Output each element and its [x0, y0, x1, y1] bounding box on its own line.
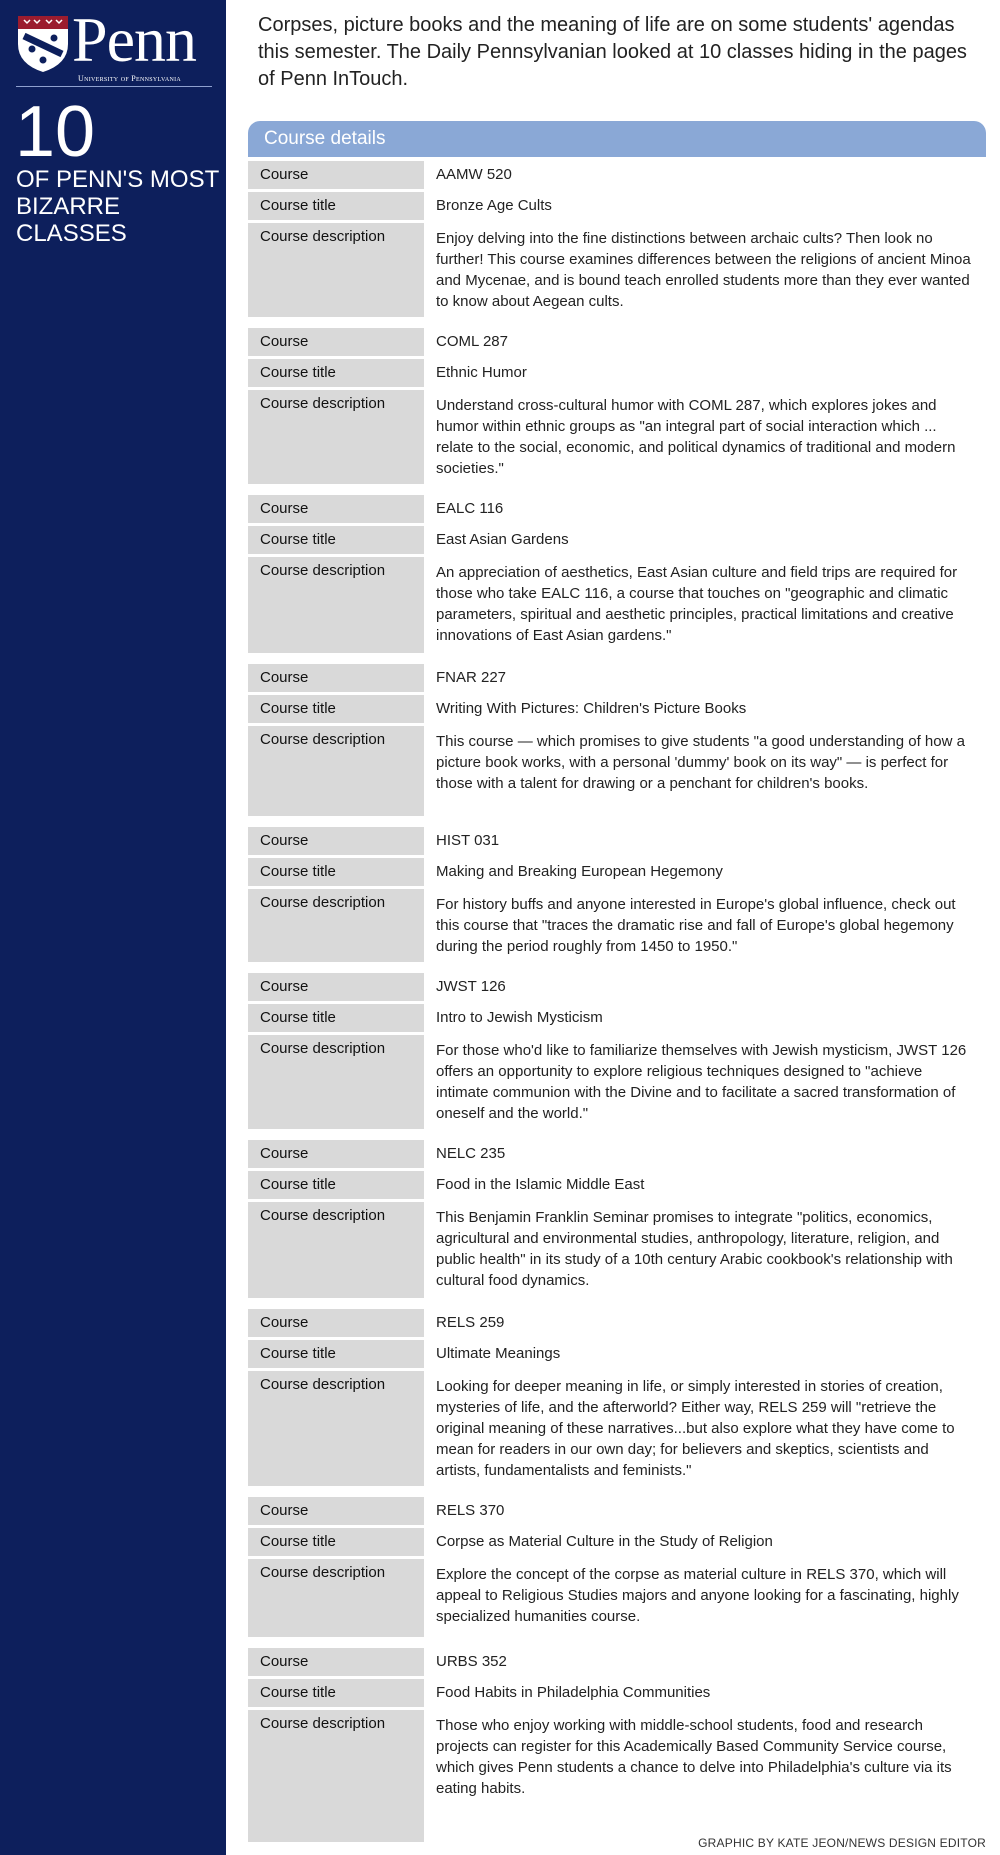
- course-description-value: An appreciation of aesthetics, East Asian culture and field trips are required for those who take EALC 116, a course that touches on "geographic and climatic parameters, spiritual and aesthetic principles, practical limitations and creative innovations of East Asian gardens.": [436, 564, 958, 644]
- course-title-row: [248, 1340, 986, 1371]
- course-title-label: Course title: [248, 526, 424, 554]
- graphic-credit: GRAPHIC BY KATE JEON/NEWS DESIGN EDITOR: [698, 1836, 986, 1850]
- course-code-row: [248, 664, 986, 695]
- course-description-row: [248, 390, 986, 487]
- headline-text: OF PENN'S MOST BIZARRE CLASSES: [16, 166, 219, 247]
- course-title-row: [248, 1679, 986, 1710]
- course-code-label: Course: [248, 1648, 424, 1676]
- course-code-row: [248, 161, 986, 192]
- course-description-value: Looking for deeper meaning in life, or simply interested in stories of creation, mysteries of life, and the afterworld? Either way, RELS 259 will "retrieve the original meaning of these narratives...but also explore what they have come to mean for readers in our own day; for believers and skeptics, scientists and artists, fundamentalists and feminists.": [436, 1378, 955, 1479]
- course-description-label: Course description: [248, 1202, 424, 1298]
- course-title-row: [248, 192, 986, 223]
- course-description-label: Course description: [248, 1371, 424, 1486]
- course-description-label: Course description: [248, 726, 424, 816]
- course-title-label: Course title: [248, 1171, 424, 1199]
- course-title-value: Food Habits in Philadelphia Communities: [436, 1684, 711, 1701]
- logo-wordmark: Penn: [72, 4, 196, 75]
- course-description-value: Understand cross-cultural humor with COML 287, which explores jokes and humor within ethnic groups as "an integral part of social interaction which ... relate to the social, economic, and political dynamics of traditional and modern societies.": [436, 397, 956, 477]
- headline-number: 10: [15, 92, 96, 172]
- course-code-label: Course: [248, 664, 424, 692]
- course-description-row: [248, 1035, 986, 1132]
- course-code-value: JWST 126: [436, 978, 506, 995]
- course-code-value: HIST 031: [436, 832, 500, 849]
- course-description-label: Course description: [248, 1559, 424, 1637]
- course-block: [248, 157, 986, 320]
- course-block: [248, 1301, 986, 1489]
- course-description-row: [248, 223, 986, 320]
- penn-shield-icon: [16, 14, 70, 74]
- course-description-row: [248, 726, 986, 819]
- course-description-row: [248, 1559, 986, 1640]
- course-block: [248, 320, 986, 487]
- course-description-label: Course description: [248, 889, 424, 962]
- course-description-label: Course description: [248, 1035, 424, 1129]
- course-code-row: [248, 1648, 986, 1679]
- course-code-label: Course: [248, 1497, 424, 1525]
- course-description-row: [248, 557, 986, 656]
- course-description-value: This Benjamin Franklin Seminar promises to integrate "politics, economics, agricultural and environmental studies, anthropology, literature, religion, and public health" in its study of a 10th century Arabic cookbook's relationship with cultural food dynamics.: [436, 1209, 953, 1289]
- course-code-value: EALC 116: [436, 500, 504, 517]
- course-details-panel: [248, 121, 986, 1845]
- course-title-value: Food in the Islamic Middle East: [436, 1176, 645, 1193]
- course-code-label: Course: [248, 827, 424, 855]
- course-block: [248, 1132, 986, 1301]
- course-title-row: [248, 1528, 986, 1559]
- logo-divider: [16, 86, 212, 87]
- course-description-row: [248, 1371, 986, 1489]
- course-title-label: Course title: [248, 192, 424, 220]
- course-description-value: Enjoy delving into the fine distinctions between archaic cults? Then look no further! This course examines differences between the religions of ancient Minoa and Mycenae, and is bound teach enrolled students more than they ever wanted to know about Aegean cults.: [436, 230, 971, 310]
- course-code-label: Course: [248, 1309, 424, 1337]
- course-block: [248, 656, 986, 819]
- course-code-label: Course: [248, 328, 424, 356]
- course-title-row: [248, 359, 986, 390]
- course-code-label: Course: [248, 973, 424, 1001]
- course-block: [248, 1489, 986, 1640]
- course-description-row: [248, 889, 986, 965]
- course-title-label: Course title: [248, 1340, 424, 1368]
- course-title-value: Making and Breaking European Hegemony: [436, 863, 723, 880]
- course-code-label: Course: [248, 495, 424, 523]
- course-title-label: Course title: [248, 359, 424, 387]
- course-block: [248, 965, 986, 1132]
- course-list: [248, 157, 986, 1845]
- course-code-value: RELS 370: [436, 1502, 505, 1519]
- course-title-row: [248, 858, 986, 889]
- course-block: [248, 819, 986, 965]
- course-title-value: Bronze Age Cults: [436, 197, 552, 214]
- course-code-label: Course: [248, 1140, 424, 1168]
- course-code-row: [248, 495, 986, 526]
- panel-header: Course details: [248, 121, 986, 157]
- course-title-row: [248, 1004, 986, 1035]
- course-title-value: Corpse as Material Culture in the Study of Religion: [436, 1533, 773, 1550]
- course-description-label: Course description: [248, 390, 424, 484]
- course-description-value: Those who enjoy working with middle-school students, food and research projects can register for this Academically Based Community Service course, which gives Penn students a chance to delve into Philadelphia's culture via its eating habits.: [436, 1717, 952, 1797]
- course-code-row: [248, 827, 986, 858]
- course-description-label: Course description: [248, 1710, 424, 1842]
- course-description-row: [248, 1202, 986, 1301]
- course-code-row: [248, 328, 986, 359]
- course-code-value: COML 287: [436, 333, 508, 350]
- course-block: [248, 487, 986, 656]
- course-title-row: [248, 1171, 986, 1202]
- course-title-row: [248, 695, 986, 726]
- logo-subtitle: University of Pennsylvania: [78, 74, 182, 83]
- course-description-value: For history buffs and anyone interested in Europe's global influence, check out this course that "traces the dramatic rise and fall of Europe's global hegemony during the period roughly from 1450 to 1950.": [436, 896, 956, 955]
- course-code-row: [248, 1140, 986, 1171]
- course-title-label: Course title: [248, 1528, 424, 1556]
- course-title-label: Course title: [248, 858, 424, 886]
- course-code-value: FNAR 227: [436, 669, 507, 686]
- course-title-value: Writing With Pictures: Children's Picture Books: [436, 700, 747, 717]
- course-title-value: Ethnic Humor: [436, 364, 527, 381]
- course-code-label: Course: [248, 161, 424, 189]
- course-title-label: Course title: [248, 1004, 424, 1032]
- course-code-value: AAMW 520: [436, 166, 512, 183]
- course-description-value: This course — which promises to give students "a good understanding of how a picture book works, with a personal 'dummy' book on its way" — is perfect for those with a talent for drawing or a penchant for children's books.: [436, 733, 965, 792]
- course-description-label: Course description: [248, 557, 424, 653]
- course-block: [248, 1640, 986, 1845]
- course-title-value: Intro to Jewish Mysticism: [436, 1009, 603, 1026]
- course-title-value: East Asian Gardens: [436, 531, 569, 548]
- course-title-label: Course title: [248, 695, 424, 723]
- course-description-value: For those who'd like to familiarize themselves with Jewish mysticism, JWST 126 offers an opportunity to explore religious techniques designed to "achieve intimate communion with the Divine and to facilitate a sacred transformation of oneself and the world.": [436, 1042, 967, 1122]
- course-code-value: RELS 259: [436, 1314, 505, 1331]
- course-code-value: URBS 352: [436, 1653, 507, 1670]
- course-code-row: [248, 1497, 986, 1528]
- course-title-label: Course title: [248, 1679, 424, 1707]
- penn-logo[interactable]: [16, 4, 212, 84]
- course-description-label: Course description: [248, 223, 424, 317]
- course-description-value: Explore the concept of the corpse as material culture in RELS 370, which will appeal to Religious Studies majors and anyone looking for a fascinating, highly specialized humanities course.: [436, 1566, 959, 1625]
- intro-paragraph: Corpses, picture books and the meaning of life are on some students' agendas this semester. The Daily Pennsylvanian looked at 10 classes hiding in the pages of Penn InTouch.: [258, 14, 967, 90]
- course-description-row: [248, 1710, 986, 1845]
- course-title-row: [248, 526, 986, 557]
- course-title-value: Ultimate Meanings: [436, 1345, 561, 1362]
- course-code-row: [248, 973, 986, 1004]
- course-code-value: NELC 235: [436, 1145, 506, 1162]
- sidebar: [0, 0, 226, 1855]
- course-code-row: [248, 1309, 986, 1340]
